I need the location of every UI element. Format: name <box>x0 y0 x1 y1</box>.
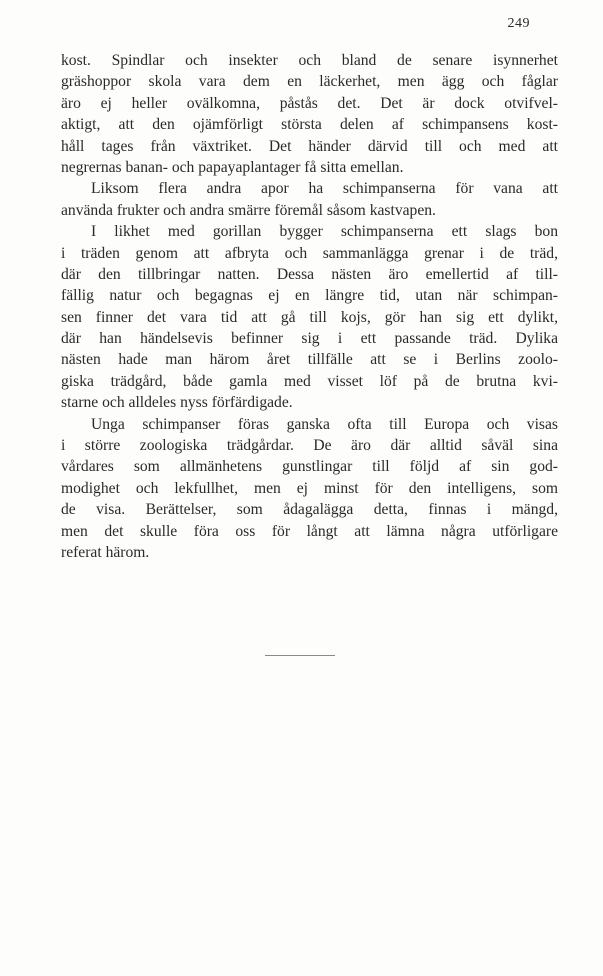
text-line: vårdares som allmänhetens gunstlingar till följd af sin god- <box>61 458 558 476</box>
text-line: starne och alldeles nyss förfärdigade. <box>61 394 293 412</box>
text-line: kost. Spindlar och insekter och bland de senare isynnerhet <box>61 52 558 69</box>
text-line: där den tillbringar natten. Dessa nästen äro emellertid af till- <box>61 265 558 283</box>
text-line: I likhet med gorillan bygger schimpanserna ett slags bon <box>91 223 558 241</box>
text-line: modighet och lekfullhet, men ej minst för den intelligens, som <box>61 479 558 497</box>
text-line: äro ej heller ovälkomna, påstås det. Det är dock otvifvel- <box>61 94 558 112</box>
text-line: nästen hade man härom året tillfälle att se i Berlins zoolo- <box>61 351 558 369</box>
section-divider <box>265 655 335 656</box>
text-line: negrernas banan- och papayaplantager få sitta emellan. <box>61 158 404 176</box>
text-line: men det skulle föra oss för långt att lämna några utförligare <box>61 522 558 540</box>
text-line: gräshoppor skola vara dem en läckerhet, men ägg och fåglar <box>61 73 558 91</box>
text-line: sen finner det vara tid att gå till kojs, gör han sig ett dylikt, <box>61 308 558 326</box>
text-line: aktigt, att den ojämförligt största delen af schimpansens kost- <box>61 116 558 134</box>
text-line: giska trädgård, både gamla med visset löf på de brutna kvi- <box>61 372 558 390</box>
text-line: Liksom flera andra apor ha schimpanserna för vana att <box>91 180 558 198</box>
text-line: fällig natur och begagnas ej en längre tid, utan när schimpan- <box>61 287 558 305</box>
body-text <box>61 50 558 563</box>
text-line: de visa. Berättelser, som ådagalägga detta, finnas i mängd, <box>61 501 558 519</box>
text-line: i större zoologiska trädgårdar. De äro där alltid såväl sina <box>61 437 558 455</box>
text-line: där han händelsevis befinner sig i ett passande träd. Dylika <box>61 330 558 348</box>
text-line: använda frukter och andra smärre föremål såsom kastvapen. <box>61 201 436 219</box>
text-line: Unga schimpanser föras ganska ofta till Europa och visas <box>91 415 558 433</box>
text-line: i träden genom att afbryta och sammanlägga grenar i de träd, <box>61 244 558 262</box>
page-number: 249 <box>507 16 530 31</box>
text-line: referat härom. <box>61 543 150 561</box>
text-line: håll tages från växtriket. Det händer därvid till och med att <box>61 137 558 155</box>
